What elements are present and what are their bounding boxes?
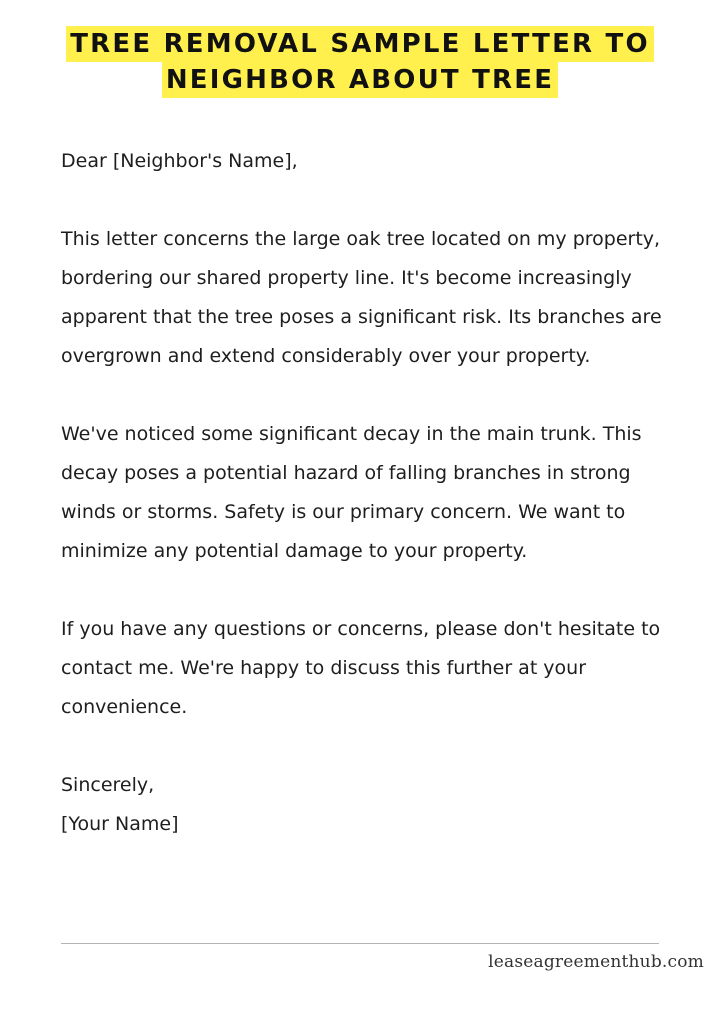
letter-paragraph-1: This letter concerns the large oak tree located on my property, bordering our shared property line. It's become increasingly apparent that the tree poses a significant risk. Its branches are overgrown and extend considerably over your property.: [61, 228, 662, 367]
letter-greeting: Dear [Neighbor's Name],: [61, 150, 298, 172]
footer-divider: [61, 943, 659, 944]
letter-paragraph-3: If you have any questions or concerns, please don't hesitate to contact me. We're happy to discuss this further at your convenience.: [61, 618, 661, 718]
letter-paragraph-2: We've noticed some significant decay in the main trunk. This decay poses a potential hazard of falling branches in strong winds or storms. Safety is our primary concern. We want to minimize any potential damage to your property.: [61, 423, 642, 562]
brand-watermark: leaseagreementhub.com: [488, 952, 704, 972]
letter-title: [0, 26, 720, 98]
title-line-2: NEIGHBOR ABOUT TREE: [162, 62, 558, 98]
title-line-1: TREE REMOVAL SAMPLE LETTER TO: [66, 26, 654, 62]
letter-closing: Sincerely,: [61, 774, 155, 796]
letter-signature: [Your Name]: [61, 813, 179, 835]
letter-body: [61, 142, 691, 844]
